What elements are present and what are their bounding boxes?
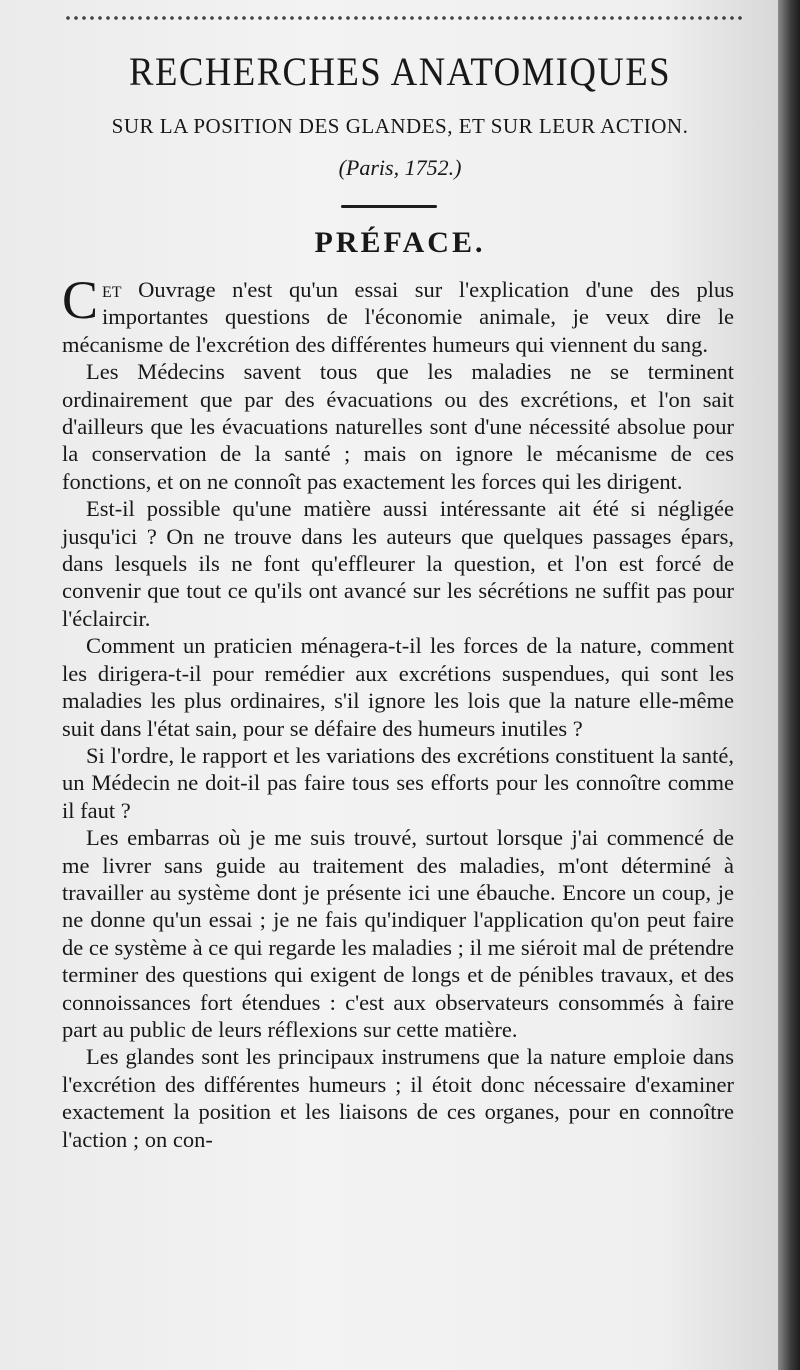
paragraph-1 (62, 270, 734, 358)
page-edge-shadow (778, 0, 800, 1370)
paragraph-3: Est-il possible qu'une matière aussi intéressante ait été si négligée jusqu'ici ? On ne trouve dans les auteurs que quelques passages épars, dans lesquels ils ne font qu'effleurer la question, et l'on est forcé de convenir que tout ce qu'ils ont avancé sur les sécrétions ne suffit pas pour l'éclaircir. (62, 496, 734, 631)
paragraph-6: Les embarras où je me suis trouvé, surtout lorsque j'ai commencé de me livrer sans guide au traitement des maladies, m'ont déterminé à travailler au système dont je présente ici une ébauche. Encore un coup, je ne donne qu'un essai ; je ne fais qu'indiquer l'application qu'on peut faire de ce système à ce qui regarde les maladies ; il me siéroit mal de prétendre terminer des questions qui exigent de longs et de pénibles travaux, et des connoissances fort étendues : c'est aux observateurs consommés à faire part au public de leurs réflexions sur cette matière. (62, 825, 734, 1042)
book-subtitle: SUR LA POSITION DES GLANDES, ET SUR LEUR ACTION. (111, 114, 689, 138)
paragraph-5: Si l'ordre, le rapport et les variations des excrétions constituent la santé, un Médecin ne doit-il pas faire tous ses efforts pour les connoître comme il faut ? (62, 742, 734, 823)
first-word-rest: et (102, 277, 122, 302)
separator-rule (341, 205, 437, 208)
ornamental-border (64, 14, 744, 26)
place-date: (Paris, 1752.) (338, 155, 462, 180)
paragraph-7: Les glandes sont les principaux instrumens que la nature emploie dans l'excrétion des différentes humeurs ; il étoit donc nécessaire d'examiner exactement la position et les liaisons de ces organes, pour en connoître l'action ; on con- (62, 1044, 734, 1152)
preface-body (62, 270, 734, 1153)
paragraph-1-text: Ouvrage n'est qu'un essai sur l'explication d'une des plus importantes questions de l'économie animale, je veux dire le mécanisme de l'excrétion des différentes humeurs qui viennent du sang. (62, 277, 734, 357)
drop-cap: C (62, 270, 99, 330)
book-title: RECHERCHES ANATOMIQUES (129, 49, 671, 94)
preface-heading: PRÉFACE. (314, 226, 486, 259)
paragraph-4: Comment un praticien ménagera-t-il les forces de la nature, comment les dirigera-t-il pour remédier aux excrétions suspendues, qui sont les maladies les plus ordinaires, s'il ignore les lois que la nature elle-même suit dans l'état sain, pour se défaire des humeurs inutiles ? (62, 633, 734, 741)
paragraph-2: Les Médecins savent tous que les maladies ne se terminent ordinairement que par des évacuations ou des excrétions, et l'on sait d'ailleurs que les évacuations naturelles sont d'une nécessité absolue pour la conservation de la santé ; mais on ignore le mécanisme de ces fonctions, et on ne connoît pas exactement les forces qui les dirigent. (62, 359, 734, 494)
